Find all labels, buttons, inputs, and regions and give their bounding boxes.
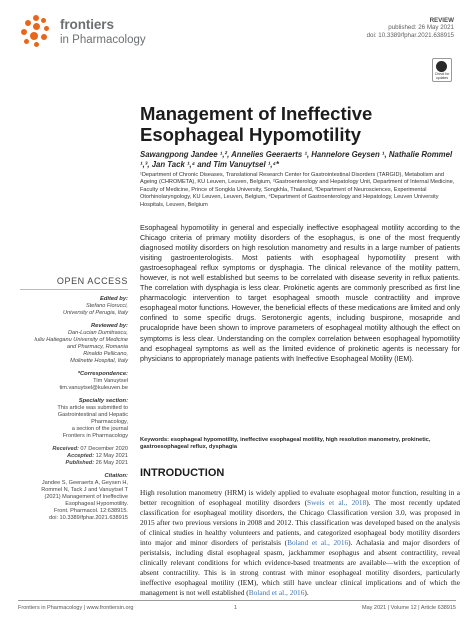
published-label: Published: <box>65 460 95 466</box>
citation-link[interactable]: Boland et al., 2016 <box>287 538 349 548</box>
reviewer-line: Molinette Hospital, Italy <box>70 358 128 364</box>
check-updates-icon <box>436 61 447 72</box>
reviewer-line: and Pharmacy, Romania <box>66 344 128 350</box>
keywords: Keywords: esophageal hypomotility, ineffective esophageal motility, high resolution manometry, prokinetic, gastroesophageal reflux, dysphagia <box>140 437 431 451</box>
editor-line: Stefano Fiorucci, <box>86 303 128 309</box>
reviewed-by-label: Reviewed by: <box>90 323 128 329</box>
divider <box>20 289 128 290</box>
article-sidebar <box>20 276 128 522</box>
published-date-sidebar <box>20 460 128 467</box>
intro-text: ). The most recently updated classification for esophageal motility disorders, the Chicago Classification version 3.0, was proposed in 2015 after two previous versions in 2008 and 2012. This classification was developed based on the analysis of clinical studies in healthy volunteers and patients, and categorized esophageal body motility disorders into major and minor disorders of peristalsis ( <box>140 498 460 548</box>
received-value: 07 December 2020 <box>80 446 128 452</box>
accepted-label: Accepted: <box>67 453 95 459</box>
journal-website-link[interactable]: Frontiers in Pharmacology | www.frontiersin.org <box>18 605 134 611</box>
article-title: Management of Ineffective Esophageal Hypomotility <box>140 103 373 145</box>
correspondent-email[interactable]: tim.vanuytsel@kuleuven.be <box>59 385 128 391</box>
abstract: Esophageal hypomotility in general and especially ineffective esophageal motility according to the Chicago criteria of primary motility disorders of the esophagus, is one of the most frequently diagnosed motility disorders on high resolution manometry and results in a large number of patients visiting gastroenterologists. Most patients with esophageal hypomotility present with gastroesophageal reflux symptoms or dysphagia. The clinical relevance of the motility pattern, however, is not well established but seems to be correlated with disease severity in reflux patients. The correlation with dysphagia is less clear. Prokinetic agents are commonly prescribed as first line pharmacologic intervention to target esophageal smooth muscle contractility and improve esophageal motor functions. However, the beneficial effects of these medications are limited and only confined to some specific drugs. Serotonergic agents, including buspirone, mosapride and prucalopride have been shown to improve parameters of esophageal motility although the effect on symptoms is less clear. Understanding on the complex correlation between esophageal hypomotility and esophageal symptoms as well as the limited evidence of prokinetic agents is necessary for physicians to appropriately manage patients with Ineffective Esophageal Motility (IEM). <box>140 224 460 363</box>
citation-link[interactable]: Boland et al., 2016 <box>248 588 305 598</box>
brand-name: frontiers <box>60 17 114 32</box>
check-updates-label: Check for updates <box>434 72 450 80</box>
page-footer <box>18 600 456 611</box>
reviewer-line: Iuliu Hatieganu University of Medicine <box>34 337 128 343</box>
citation-line: Front. Pharmacol. 12:638915. <box>53 508 128 514</box>
reviewer-line: Rinaldo Pellicano, <box>83 351 128 357</box>
editor-line: University of Perugia, Italy <box>63 310 128 316</box>
article-type: REVIEW <box>429 17 454 24</box>
section-heading-introduction: INTRODUCTION <box>140 467 225 479</box>
check-for-updates-button[interactable] <box>432 58 452 82</box>
doi-link[interactable]: doi: 10.3389/fphar.2021.638915 <box>366 31 454 39</box>
frontiers-logo-icon <box>20 15 56 51</box>
citation-line: Jandee S, Geeraerts A, Geysen H, <box>41 480 128 486</box>
journal-logo[interactable] <box>20 14 150 54</box>
intro-text: ). Achalasia and major disorders of peristalsis, including distal esophageal spasm, jackhammer esophagus and absent contractility, reveal clinically relevant conditions for which evidence-based treatments are available—with the exception of absent contractility. This is in strong contrast with minor esophageal motility disorders, particularly ineffective esophageal motility (IEM), which still have unclear clinical implications and of which the management is not well established ( <box>140 538 460 598</box>
introduction-paragraph <box>140 488 460 599</box>
section-line: a section of the journal <box>71 426 128 432</box>
intro-text: ). <box>304 588 309 598</box>
citation-link[interactable]: Sweis et al., 2018 <box>307 498 367 508</box>
section-line: Pharmacology, <box>91 419 128 425</box>
accepted-date <box>20 453 128 460</box>
received-label: Received: <box>52 446 79 452</box>
received-date <box>20 446 128 453</box>
section-line: Gastrointestinal and Hepatic <box>57 412 128 418</box>
section-line: This article was submitted to <box>57 405 128 411</box>
edited-by-label: Edited by: <box>99 296 128 302</box>
page-number: 1 <box>234 605 238 611</box>
correspondent-name: Tim Vanuytsel <box>93 378 128 384</box>
author-list: Sawangpong Jandee ¹,², Annelies Geeraerts ¹, Hannelore Geysen ¹, Nathalie Rommel ¹,³, Jan Tack ¹,⁴ and Tim Vanuytsel ¹,⁴* <box>140 150 453 169</box>
citation-line: Rommel N, Tack J and Vanuytsel T <box>41 487 128 493</box>
intro-text: High resolution manometry (HRM) is widely applied to evaluate esophageal motor function, resulting in a better recognition of esophageal motility disorders ( <box>140 488 460 508</box>
affiliations: ¹Department of Chronic Diseases, Translational Research Center for Gastrointestinal Disorders (TARGID), Metabolism and Ageing (CHROMETA), KU Leuven, Leuven, Belgium, ²Gastroenterology and Hepatology Unit, Department of Internal Medicine, Faculty of Medicine, Prince of Songkla University, Songkhla, Thailand, ³Department of Neurosciences, Experimental Otorhinolaryngology, KU Leuven, Leuven, Belgium, ⁴Department of Gastroenterology and Hepatology, Leuven University Hospitals, Leuven, Belgium <box>140 172 455 208</box>
article-meta <box>314 17 454 39</box>
published-date: published: 26 May 2021 <box>388 24 454 32</box>
citation-label: Citation: <box>104 473 128 479</box>
citation-line: Esophageal Hypomotility. <box>65 501 128 507</box>
published-value: 26 May 2021 <box>95 460 128 466</box>
reviewer-line: Dan-Lucian Dumitrascu, <box>67 330 128 336</box>
citation-line: (2021) Management of Ineffective <box>44 494 128 500</box>
issue-info: May 2021 | Volume 12 | Article 638915 <box>362 605 456 611</box>
citation-doi[interactable]: doi: 10.3389/fphar.2021.638915 <box>48 515 128 521</box>
open-access-label: OPEN ACCESS <box>56 276 128 286</box>
specialty-section-label: Specialty section: <box>78 398 128 404</box>
section-line: Frontiers in Pharmacology <box>62 433 128 439</box>
journal-name: in Pharmacology <box>60 34 146 46</box>
accepted-value: 12 May 2021 <box>95 453 128 459</box>
correspondence-label: *Correspondence: <box>77 371 128 377</box>
